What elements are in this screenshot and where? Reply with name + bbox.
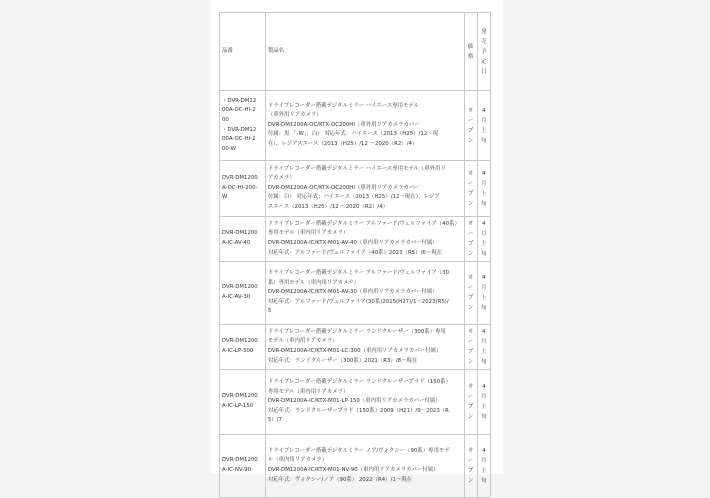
release-cell: 4 月 上 旬 bbox=[477, 435, 490, 498]
product-code-line: A-IC-NV-90 bbox=[222, 467, 252, 473]
description-line: ドライブレコーダー搭載デジタルミラー ノア/ヴォクシー（90系）専用モデ bbox=[267, 447, 450, 454]
table-row bbox=[220, 161, 491, 217]
product-code-line: DVR-DM1200 bbox=[222, 284, 258, 291]
description-line: モデル（車内用リアカメラ） bbox=[267, 338, 338, 345]
description-line: 対応年式：ランドクルーザープラド（150系）2009（H21）/9～2023（R bbox=[267, 407, 449, 414]
description-line: アカメラ） bbox=[267, 175, 295, 182]
table-row bbox=[220, 262, 491, 325]
product-description bbox=[265, 325, 464, 370]
price-cell: オ ー プ ン bbox=[464, 161, 477, 217]
header-product-no: 品番 bbox=[220, 13, 266, 91]
product-code-line: A-OC-HI-200- bbox=[222, 184, 258, 191]
description-line: ル（車内用リアカメラ） bbox=[267, 457, 328, 464]
release-cell: 4 月 上 旬 bbox=[477, 161, 490, 217]
description-line: ドライブレコーダー搭載デジタルミラー ランドクルーザー（300系）専用 bbox=[267, 328, 446, 335]
description-line: DVR-DM1200A-OC/KTX-OC200HI（車外用リアカメラカバー bbox=[267, 121, 420, 128]
description-line: ドライブレコーダー搭載デジタルミラー ハイエース専用モデル（車外用リ bbox=[267, 165, 446, 172]
product-code bbox=[220, 161, 266, 217]
product-code-line: DVR-DM1200 bbox=[222, 393, 258, 400]
price-cell: オ ー プ ン bbox=[464, 217, 477, 262]
product-code-line: 00-W bbox=[222, 145, 236, 152]
price-cell: オ ー プ ン bbox=[464, 262, 477, 325]
description-line: 5）/7 bbox=[267, 417, 282, 424]
product-code-line: 00 bbox=[222, 116, 229, 123]
product-description bbox=[265, 262, 464, 325]
product-code-line: A-IC-AV-40 bbox=[222, 240, 251, 246]
description-line: 付属：黒 「-W」：白） 対応年式：ハイエース（2013（H25）/12～現 bbox=[267, 131, 439, 138]
description-line: DVR-DM1200A-IC/KTX-M01-NV-90（車内用リアカメラカバー付属） bbox=[267, 467, 439, 473]
header-release: 発 売 予 定 日 bbox=[477, 13, 490, 91]
product-code bbox=[220, 325, 266, 370]
description-line: ドライブレコーダー搭載デジタルミラー アルファード/ヴェルファイア（30 bbox=[267, 270, 450, 277]
description-line: DVR-DM1200A-IC/KTX-M01-AV-30（車内用リアカメラカバー付属） bbox=[267, 289, 438, 296]
description-line: （車外用リアカメラ） bbox=[267, 112, 322, 119]
release-cell: 4 月 上 旬 bbox=[477, 262, 490, 325]
description-line: DVR-DM1200A-IC/KTX-M01-AV-40（車内用リアカメラカバー付属） bbox=[267, 240, 438, 246]
description-line: 付属：白） 対応年式：ハイエース（2013（H25）/12～現在）、レジア bbox=[267, 194, 440, 201]
description-line: スエース（2013（H25）/12 ～2020（R2）/4） bbox=[267, 203, 389, 210]
description-line: DVR-DM1200A-IC/KTX-M01-LP-150（車内用リアカメラカバー付属） bbox=[267, 398, 441, 405]
table-row bbox=[220, 91, 491, 161]
release-cell: 4 月 上 旬 bbox=[477, 91, 490, 161]
description-line: 対応年式：ヴォクシー/ノア（90系） 2022（R4）/1～現在 bbox=[267, 476, 412, 483]
description-line: 対応年式：アルファード/ヴェルファイア（40系）2023（R5）/6～現在 bbox=[267, 249, 443, 256]
product-description bbox=[265, 435, 464, 498]
table-row bbox=[220, 435, 491, 498]
price-cell: オ ー プ ン bbox=[464, 435, 477, 498]
description-line: 5 bbox=[267, 308, 272, 315]
description-line: 専用モデル（車内用リアカメラ） bbox=[267, 388, 349, 395]
product-code-line: W bbox=[222, 194, 228, 201]
product-code bbox=[220, 435, 266, 498]
header-row bbox=[220, 13, 491, 91]
product-code bbox=[220, 217, 266, 262]
product-code bbox=[220, 262, 266, 325]
release-cell: 4 月 上 旬 bbox=[477, 217, 490, 262]
product-code-line: ・DVR-DM12 bbox=[222, 126, 257, 133]
description-line: 専用モデル（車内用リアカメラ） bbox=[267, 230, 349, 237]
header-price: 価 格 bbox=[464, 13, 477, 91]
product-code bbox=[220, 370, 266, 435]
product-code-line: DVR-DM1200 bbox=[222, 457, 258, 464]
header-product-name: 製品名 bbox=[265, 13, 464, 91]
product-description bbox=[265, 370, 464, 435]
product-code-line: DVR-DM1200 bbox=[222, 175, 258, 182]
product-code-line: 00A-OC-HI-2 bbox=[222, 107, 256, 114]
product-description bbox=[265, 217, 464, 262]
table-row bbox=[220, 370, 491, 435]
product-description bbox=[265, 91, 464, 161]
description-line: 対応年式：ランドクルーザー（300系）2021（R3）/8～現在 bbox=[267, 357, 418, 364]
price-cell: オ ー プ ン bbox=[464, 325, 477, 370]
product-code-line: ・DVR-DM12 bbox=[222, 97, 257, 104]
description-line: ドライブレコーダー搭載デジタルミラー ランドクルーザープラド（150系） bbox=[267, 379, 451, 386]
product-table bbox=[219, 12, 491, 498]
description-line: 対応年式：アルファード/ヴェルファイア(30系)2015(H27)/1～2023(R5)/ bbox=[267, 298, 449, 305]
description-line: ドライブレコーダー搭載デジタルミラー ハイエース専用モデル bbox=[267, 102, 419, 109]
release-cell: 4 月 上 旬 bbox=[477, 370, 490, 435]
description-line: 系）専用モデル（車内用リアカメラ） bbox=[267, 279, 360, 286]
description-line: DVR-DM1200A-OC/KTX-OC200HI（車外用リアカメラカバー bbox=[267, 184, 420, 191]
price-cell: オ ー プ ン bbox=[464, 370, 477, 435]
product-code-line: A-IC-LP-150 bbox=[222, 403, 254, 409]
product-code-line: A-IC-LP-300 bbox=[222, 348, 254, 354]
release-cell: 4 月 上 旬 bbox=[477, 325, 490, 370]
product-code-line: DVR-DM1200 bbox=[222, 230, 258, 237]
description-line: ドライブレコーダー搭載デジタルミラー アルファード/ヴェルファイア（40系） bbox=[267, 220, 460, 227]
table-row bbox=[220, 217, 491, 262]
table-row bbox=[220, 325, 491, 370]
description-line: 在）、レジアスエース（2013（H25）/12 ～2020（R2）/4） bbox=[267, 140, 418, 147]
description-line: DVR-DM1200A-IC/KTX-M01-LC-300（車内用リアカメラカバー付属） bbox=[267, 348, 442, 354]
product-code-line: 00A-OC-HI-2 bbox=[222, 136, 256, 143]
product-code-line: DVR-DM1200 bbox=[222, 338, 258, 345]
product-code bbox=[220, 91, 266, 161]
product-description bbox=[265, 161, 464, 217]
price-cell: オ ー プ ン bbox=[464, 91, 477, 161]
product-code-line: A-IC-AV-30 bbox=[222, 294, 251, 300]
